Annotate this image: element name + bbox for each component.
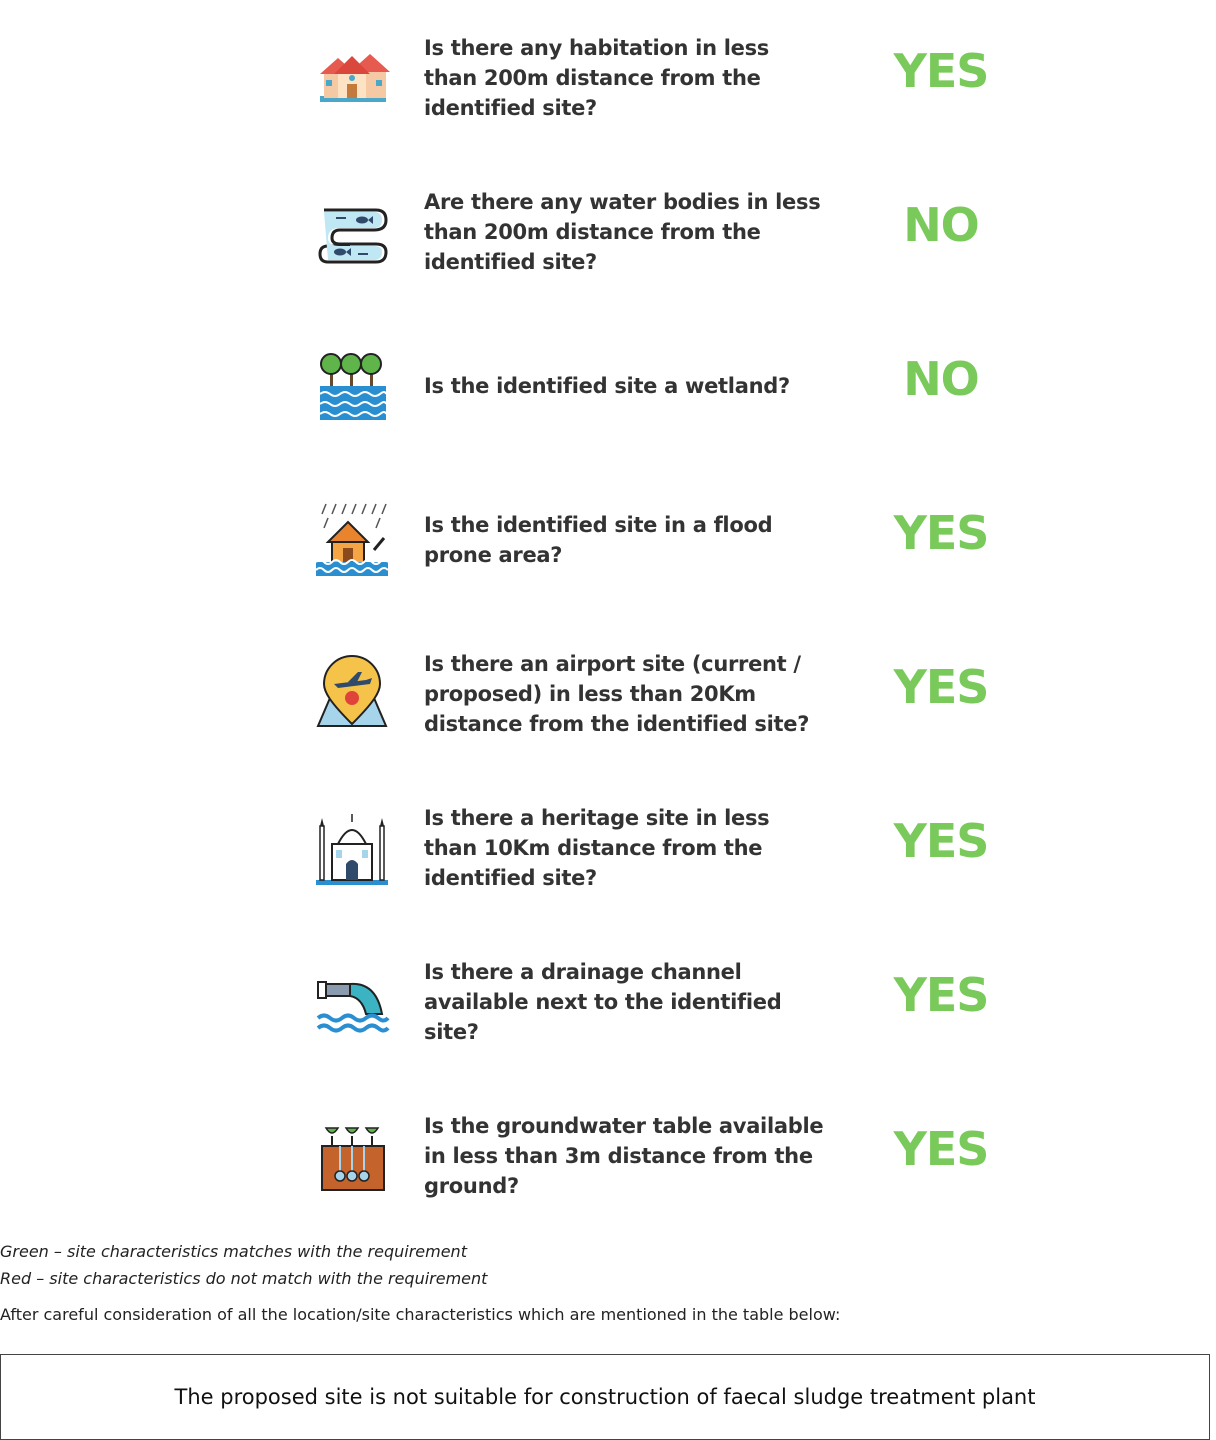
wetland-icon xyxy=(310,346,394,430)
houses-icon xyxy=(310,38,394,122)
answer-badge: YES xyxy=(893,968,989,1022)
answer-badge: YES xyxy=(893,1122,989,1176)
result-box xyxy=(0,1354,1210,1440)
question-text: Is there any habitation in less than 200m distance from the identified site? xyxy=(424,36,769,120)
checklist-row xyxy=(0,616,1216,770)
checklist-row xyxy=(0,924,1216,1078)
question-text: Is there a drainage channel available next to the identified site? xyxy=(424,960,782,1044)
answer-badge: YES xyxy=(893,660,989,714)
question-text: Is the identified site a wetland? xyxy=(424,374,790,398)
checklist-row xyxy=(0,0,1216,154)
answer-badge: YES xyxy=(893,814,989,868)
answer-badge: NO xyxy=(903,198,979,252)
question-text: Is the groundwater table available in less than 3m distance from the ground? xyxy=(424,1114,824,1198)
answer-badge: NO xyxy=(903,352,979,406)
checklist-row xyxy=(0,462,1216,616)
legend-green: Green – site characteristics matches with the requirement xyxy=(0,1242,467,1261)
drainage-pipe-icon xyxy=(310,962,394,1046)
airport-pin-icon xyxy=(310,654,394,738)
answer-badge: YES xyxy=(893,44,989,98)
question-text: Are there any water bodies in less than 200m distance from the identified site? xyxy=(424,190,821,274)
answer-badge: YES xyxy=(893,506,989,560)
checklist-row xyxy=(0,1078,1216,1232)
heritage-monument-icon xyxy=(310,808,394,892)
result-text: The proposed site is not suitable for construction of faecal sludge treatment plant xyxy=(174,1385,1036,1409)
checklist-row xyxy=(0,154,1216,308)
checklist-row xyxy=(0,770,1216,924)
legend-red: Red – site characteristics do not match with the requirement xyxy=(0,1269,488,1288)
question-text: Is there a heritage site in less than 10Km distance from the identified site? xyxy=(424,806,770,890)
groundwater-icon xyxy=(310,1116,394,1200)
flood-icon xyxy=(310,500,394,584)
question-text: Is the identified site in a flood prone area? xyxy=(424,513,773,567)
water-bodies-icon xyxy=(310,192,394,276)
question-text: Is there an airport site (current / proposed) in less than 20Km distance from the identified site? xyxy=(424,652,810,736)
checklist-row xyxy=(0,308,1216,462)
consideration-note: After careful consideration of all the location/site characteristics which are mentioned in the table below: xyxy=(0,1305,841,1324)
